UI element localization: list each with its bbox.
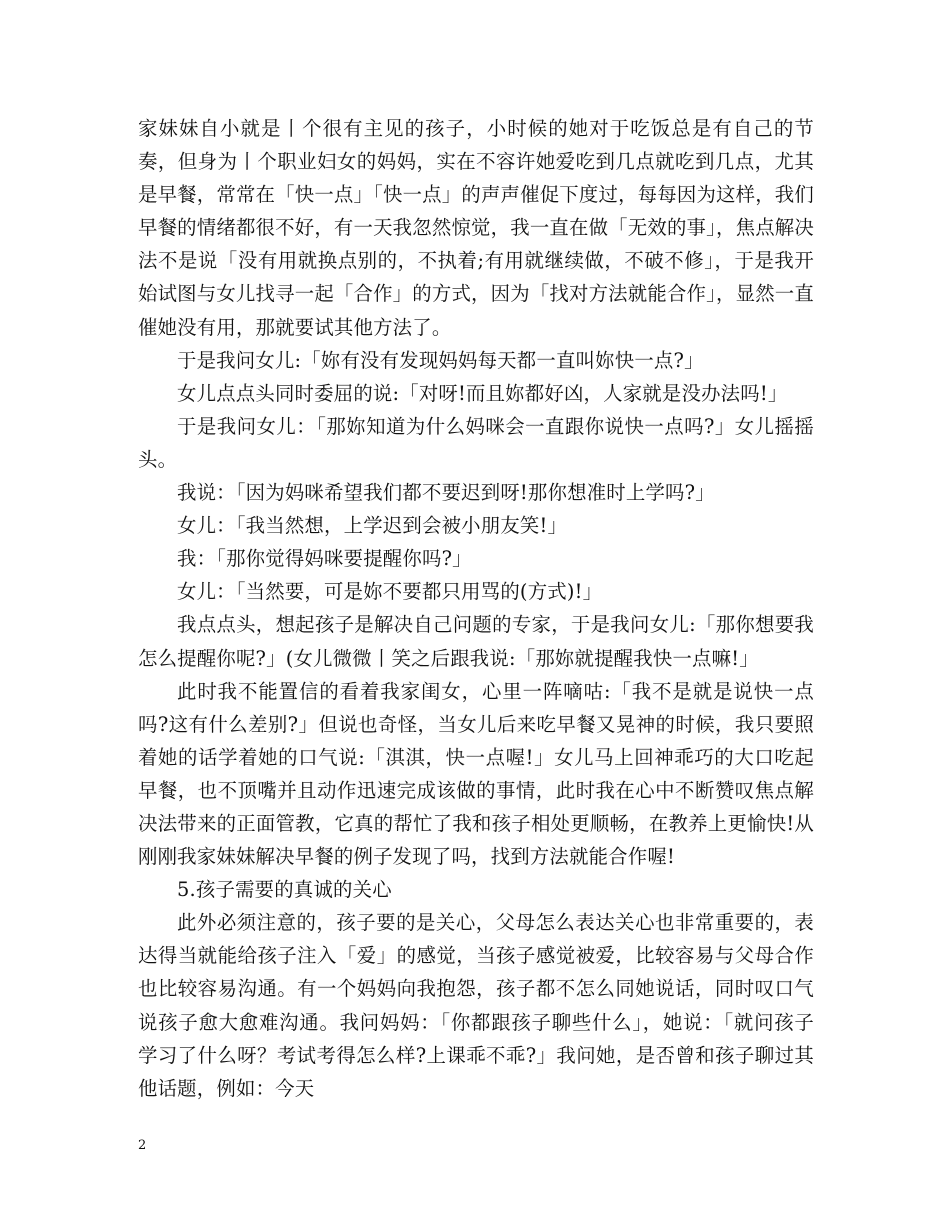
paragraph-9: 我点点头，想起孩子是解决自己问题的专家，于是我问女儿:「那你想要我怎么提醒你呢?」(女儿微微丨笑之后跟我说:「那妳就提醒我快一点嘛!」	[138, 613, 814, 670]
paragraph-8: 女儿：「当然要，可是妳不要都只用骂的(方式)!」	[177, 580, 603, 604]
paragraph-1: 家妹妹自小就是丨个很有主见的孩子，小时候的她对于吃饭总是有自己的节奏，但身为丨个职业妇女的妈妈，实在不容许她爱吃到几点就吃到几点，尤其是早餐，常常在「快一点」「快一点」的声声催促下度过，每每因为这样，我们早餐的情绪都很不好，有一天我忽然惊觉，我一直在做「无效的事」，焦点解决法不是说「没有用就换点别的，不执着;有用就继续做，不破不修」，于是我开始试图与女儿找寻一起「合作」的方式，因为「找对方法就能合作」，显然一直催她没有用，那就要试其他方法了。	[138, 117, 814, 339]
document-body	[138, 112, 814, 1105]
paragraph-3: 女儿点点头同时委屈的说:「对呀!而且妳都好凶，人家就是没办法吗!」	[177, 381, 788, 405]
page-number: 2	[138, 1138, 147, 1153]
paragraph-4: 于是我问女儿：「那妳知道为什么妈咪会一直跟你说快一点吗?」女儿摇摇头。	[138, 414, 814, 471]
section-heading: 5.孩子需要的真诚的关心	[177, 878, 392, 902]
paragraph-10: 此时我不能置信的看着我家闺女，心里一阵嘀咕:「我不是就是说快一点吗?这有什么差别?」但说也奇怪，当女儿后来吃早餐又晃神的时候，我只要照着她的话学着她的口气说:「淇淇，快一点喔!」女儿马上回神乖巧的大口吃起早餐，也不顶嘴并且动作迅速完成该做的事情，此时我在心中不断赞叹焦点解决法带来的正面管教，它真的帮忙了我和孩子相处更顺畅，在教养上更愉快!从刚刚我家妹妹解决早餐的例子发现了吗，找到方法就能合作喔!	[138, 679, 814, 869]
paragraph-6: 女儿：「我当然想，上学迟到会被小朋友笑!」	[177, 514, 568, 538]
paragraph-2: 于是我问女儿:「妳有没有发现妈妈每天都一直叫妳快一点?」	[177, 348, 704, 372]
paragraph-7: 我：「那你觉得妈咪要提醒你吗?」	[177, 547, 472, 571]
paragraph-5: 我说：「因为妈咪希望我们都不要迟到呀!那你想准时上学吗?」	[177, 481, 715, 505]
paragraph-12: 此外必须注意的，孩子要的是关心，父母怎么表达关心也非常重要的，表达得当就能给孩子注入「爱」的感觉，当孩子感觉被爱，比较容易与父母合作也比较容易沟通。有一个妈妈向我抱怨，孩子都不怎么同她说话，同时叹口气说孩子愈大愈难沟通。我问妈妈：「你都跟孩子聊些什么」，她说：「就问孩子学习了什么呀？考试考得怎么样?上课乖不乖?」我问她，是否曾和孩子聊过其他话题，例如：今天	[138, 911, 814, 1100]
